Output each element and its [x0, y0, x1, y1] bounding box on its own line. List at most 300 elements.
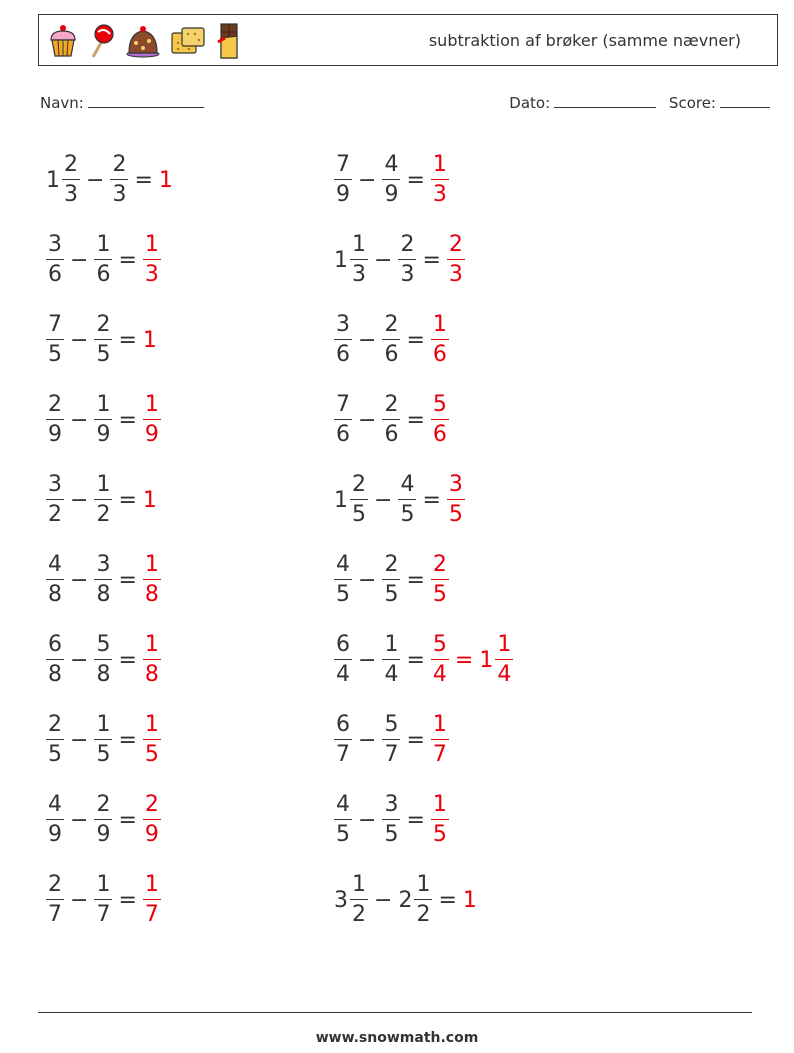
fraction: [46, 554, 64, 606]
fraction: [382, 314, 400, 366]
answer: [447, 234, 465, 286]
numerator: 1: [94, 874, 112, 900]
fraction: [62, 154, 80, 206]
numerator: 3: [46, 234, 64, 260]
numerator: 5: [431, 394, 449, 420]
mixed-number: [94, 634, 112, 686]
fraction: [143, 554, 161, 606]
mixed-number: [431, 154, 449, 206]
answer: [159, 168, 175, 193]
date-score-field: [509, 93, 770, 112]
numerator: 7: [334, 394, 352, 420]
equals-sign: =: [118, 887, 137, 913]
fraction: [431, 314, 449, 366]
whole-number: 1: [158, 167, 173, 193]
denominator: 2: [416, 902, 431, 927]
denominator: 5: [384, 582, 399, 607]
mixed-number: [398, 234, 416, 286]
answer: [431, 394, 449, 446]
problem-row: [334, 380, 513, 460]
denominator: 9: [96, 422, 111, 447]
denominator: 3: [352, 262, 366, 287]
mixed-number: [334, 234, 368, 286]
answer: [143, 394, 161, 446]
footer-url: www.snowmath.com: [315, 1030, 479, 1046]
answer: [431, 714, 449, 766]
denominator: 8: [96, 582, 111, 607]
answer: [143, 554, 161, 606]
numerator: 1: [143, 874, 161, 900]
fraction: [46, 474, 64, 526]
whole-number: 1: [462, 887, 477, 913]
minus-sign: −: [70, 247, 89, 273]
numerator: 7: [46, 314, 64, 340]
mixed-number: [94, 474, 112, 526]
fraction: [382, 554, 400, 606]
answer: [143, 234, 161, 286]
numerator: 1: [431, 154, 449, 180]
mixed-number: [94, 234, 112, 286]
denominator: 9: [48, 422, 62, 447]
problem-row: [334, 140, 513, 220]
equals-sign: =: [118, 807, 137, 833]
fraction: [350, 234, 368, 286]
minus-sign: −: [358, 327, 377, 353]
denominator: 3: [112, 182, 127, 207]
numerator: 2: [447, 234, 465, 260]
denominator: 7: [48, 902, 62, 927]
denominator: 8: [144, 662, 159, 687]
equals-sign: =: [118, 727, 137, 753]
answer: [143, 874, 161, 926]
mixed-number: [431, 554, 449, 606]
fraction: [350, 874, 368, 926]
numerator: 1: [143, 714, 161, 740]
fraction: [46, 394, 64, 446]
equals-sign: =: [406, 167, 425, 193]
minus-sign: −: [70, 407, 89, 433]
minus-sign: −: [70, 647, 89, 673]
numerator: 2: [62, 154, 80, 180]
mixed-number: [334, 554, 352, 606]
answer: [479, 634, 513, 686]
numerator: 2: [382, 314, 400, 340]
denominator: 5: [448, 502, 463, 527]
fraction: [94, 474, 112, 526]
numerator: 4: [398, 474, 416, 500]
fraction: [431, 554, 449, 606]
fraction: [94, 874, 112, 926]
mixed-number: [431, 714, 449, 766]
answer: [143, 488, 159, 513]
denominator: 9: [96, 822, 111, 847]
fraction: [334, 554, 352, 606]
problem-row: [46, 540, 175, 620]
whole-number: 1: [142, 327, 157, 353]
mixed-number: [110, 154, 128, 206]
whole-number: 1: [334, 487, 348, 513]
mixed-number: [398, 874, 432, 926]
mixed-number: [94, 714, 112, 766]
name-field: [40, 93, 204, 112]
mixed-number: [94, 794, 112, 846]
fraction: [334, 154, 352, 206]
numerator: 6: [46, 634, 64, 660]
mixed-number: [334, 634, 352, 686]
problem-row: [334, 620, 513, 700]
mixed-number: [382, 714, 400, 766]
mixed-number: [46, 394, 64, 446]
fraction: [46, 794, 64, 846]
fraction: [46, 234, 64, 286]
denominator: 3: [432, 182, 447, 207]
numerator: 2: [46, 394, 64, 420]
equals-sign: =: [118, 647, 137, 673]
answer: [447, 474, 465, 526]
numerator: 1: [143, 554, 161, 580]
denominator: 8: [48, 662, 62, 687]
fraction: [495, 634, 513, 686]
problem-row: [46, 140, 175, 220]
mixed-number: [143, 234, 161, 286]
date-blank[interactable]: [554, 93, 656, 108]
mixed-number: [382, 314, 400, 366]
answer: [431, 554, 449, 606]
equals-sign: =: [406, 407, 425, 433]
problem-row: [46, 380, 175, 460]
numerator: 4: [46, 554, 64, 580]
fraction: [382, 714, 400, 766]
mixed-number: [143, 874, 161, 926]
equals-sign: =: [454, 647, 474, 673]
denominator: 5: [384, 822, 399, 847]
mixed-number: [334, 794, 352, 846]
mixed-number: [94, 554, 112, 606]
mixed-number: [143, 554, 161, 606]
equals-sign: =: [118, 567, 137, 593]
numerator: 2: [382, 394, 400, 420]
denominator: 4: [497, 662, 512, 687]
problem-row: [46, 620, 175, 700]
fraction: [382, 154, 400, 206]
fraction: [334, 794, 352, 846]
fraction: [46, 314, 64, 366]
equals-sign: =: [406, 327, 425, 353]
numerator: 3: [447, 474, 465, 500]
fraction: [94, 714, 112, 766]
minus-sign: −: [70, 487, 89, 513]
numerator: 5: [94, 634, 112, 660]
chocolate-bar-icon: [215, 22, 243, 60]
denominator: 4: [336, 662, 350, 687]
biscuit-icon: [169, 23, 207, 59]
score-blank[interactable]: [720, 93, 770, 108]
cake-icon: [125, 23, 161, 59]
numerator: 4: [334, 554, 352, 580]
name-blank[interactable]: [88, 93, 204, 108]
minus-sign: −: [70, 887, 89, 913]
fraction: [431, 714, 449, 766]
problem-row: [334, 460, 513, 540]
fraction: [143, 874, 161, 926]
fraction: [334, 314, 352, 366]
denominator: 5: [352, 502, 366, 527]
fraction: [143, 234, 161, 286]
minus-sign: −: [70, 567, 89, 593]
equals-sign: =: [134, 167, 153, 193]
mixed-number: [334, 474, 368, 526]
whole-number: 2: [398, 887, 413, 913]
mixed-number: [463, 888, 479, 913]
equals-sign: =: [406, 807, 425, 833]
numerator: 1: [431, 314, 449, 340]
numerator: 4: [46, 794, 64, 820]
fraction: [398, 474, 416, 526]
problem-row: [46, 460, 175, 540]
denominator: 5: [336, 822, 350, 847]
mixed-number: [46, 554, 64, 606]
footer-divider: [38, 1012, 752, 1013]
mixed-number: [46, 234, 64, 286]
answer: [143, 794, 161, 846]
problem-row: [334, 700, 513, 780]
minus-sign: −: [374, 487, 393, 513]
numerator: 6: [334, 634, 352, 660]
denominator: 9: [384, 182, 399, 207]
fraction: [350, 474, 368, 526]
mixed-number: [447, 474, 465, 526]
minus-sign: −: [358, 727, 377, 753]
mixed-number: [382, 394, 400, 446]
fraction: [447, 234, 465, 286]
numerator: 2: [94, 314, 112, 340]
minus-sign: −: [70, 807, 89, 833]
whole-number: 3: [334, 887, 348, 913]
fraction: [94, 234, 112, 286]
numerator: 1: [382, 634, 400, 660]
whole-number: 1: [142, 487, 157, 513]
worksheet-title: subtraktion af brøker (samme nævner): [428, 31, 741, 50]
answer: [431, 314, 449, 366]
fraction: [334, 714, 352, 766]
answer: [431, 154, 449, 206]
denominator: 3: [448, 262, 463, 287]
mixed-number: [398, 474, 416, 526]
mixed-number: [382, 554, 400, 606]
numerator: 1: [143, 394, 161, 420]
numerator: 5: [431, 634, 449, 660]
fraction: [334, 634, 352, 686]
denominator: 6: [336, 342, 350, 367]
mixed-number: [431, 314, 449, 366]
numerator: 3: [94, 554, 112, 580]
denominator: 6: [384, 342, 399, 367]
denominator: 3: [144, 262, 159, 287]
fraction: [46, 874, 64, 926]
equals-sign: =: [118, 327, 137, 353]
minus-sign: −: [86, 167, 105, 193]
denominator: 3: [400, 262, 415, 287]
fraction: [94, 634, 112, 686]
numerator: 4: [382, 154, 400, 180]
numerator: 3: [46, 474, 64, 500]
header-box: [38, 14, 778, 66]
problem-row: [334, 540, 513, 620]
mixed-number: [382, 154, 400, 206]
denominator: 9: [48, 822, 62, 847]
score-label: Score:: [668, 94, 716, 112]
minus-sign: −: [358, 407, 377, 433]
whole-number: 1: [479, 647, 494, 673]
equals-sign: =: [422, 487, 441, 513]
mixed-number: [46, 314, 64, 366]
equals-sign: =: [118, 407, 137, 433]
denominator: 9: [144, 422, 159, 447]
numerator: 4: [334, 794, 352, 820]
problems-left-column: [46, 140, 175, 940]
problem-row: [334, 220, 513, 300]
denominator: 7: [96, 902, 111, 927]
numerator: 2: [94, 794, 112, 820]
name-label: Navn:: [40, 94, 84, 112]
denominator: 7: [384, 742, 399, 767]
mixed-number: [143, 634, 161, 686]
minus-sign: −: [374, 247, 393, 273]
mixed-number: [431, 394, 449, 446]
denominator: 2: [96, 502, 111, 527]
answer: [143, 714, 161, 766]
fraction: [431, 634, 449, 686]
denominator: 5: [144, 742, 159, 767]
fraction: [414, 874, 432, 926]
denominator: 2: [352, 902, 366, 927]
fraction: [94, 794, 112, 846]
whole-number: 1: [334, 247, 348, 273]
mixed-number: [143, 328, 159, 353]
mixed-number: [479, 634, 513, 686]
denominator: 4: [384, 662, 399, 687]
fraction: [382, 634, 400, 686]
problem-row: [46, 860, 175, 940]
numerator: 3: [382, 794, 400, 820]
denominator: 6: [336, 422, 350, 447]
numerator: 2: [143, 794, 161, 820]
numerator: 7: [334, 154, 352, 180]
problem-row: [46, 780, 175, 860]
header-icons: [47, 21, 243, 61]
mixed-number: [143, 794, 161, 846]
mixed-number: [46, 634, 64, 686]
fraction: [143, 794, 161, 846]
denominator: 9: [336, 182, 350, 207]
equals-sign: =: [118, 487, 137, 513]
numerator: 2: [382, 554, 400, 580]
denominator: 5: [96, 742, 111, 767]
minus-sign: −: [374, 887, 393, 913]
mixed-number: [334, 874, 368, 926]
numerator: 2: [431, 554, 449, 580]
numerator: 1: [414, 874, 432, 900]
numerator: 1: [143, 234, 161, 260]
problem-row: [334, 860, 513, 940]
denominator: 2: [48, 502, 62, 527]
problem-row: [46, 700, 175, 780]
mixed-number: [334, 154, 352, 206]
problem-row: [334, 300, 513, 380]
fraction: [110, 154, 128, 206]
denominator: 8: [144, 582, 159, 607]
answer: [431, 634, 449, 686]
mixed-number: [46, 474, 64, 526]
denominator: 5: [48, 342, 62, 367]
equals-sign: =: [406, 727, 425, 753]
fraction: [94, 394, 112, 446]
denominator: 7: [432, 742, 447, 767]
denominator: 6: [384, 422, 399, 447]
denominator: 7: [336, 742, 350, 767]
cupcake-icon: [47, 23, 79, 59]
denominator: 5: [400, 502, 415, 527]
numerator: 1: [431, 794, 449, 820]
numerator: 1: [431, 714, 449, 740]
denominator: 6: [48, 262, 62, 287]
denominator: 8: [48, 582, 62, 607]
fraction: [431, 794, 449, 846]
denominator: 5: [432, 582, 447, 607]
mixed-number: [94, 874, 112, 926]
denominator: 5: [48, 742, 62, 767]
numerator: 2: [398, 234, 416, 260]
minus-sign: −: [358, 567, 377, 593]
denominator: 3: [64, 182, 78, 207]
mixed-number: [143, 488, 159, 513]
numerator: 3: [334, 314, 352, 340]
denominator: 5: [96, 342, 111, 367]
problems-right-column: [334, 140, 513, 940]
equals-sign: =: [118, 247, 137, 273]
mixed-number: [46, 874, 64, 926]
numerator: 2: [110, 154, 128, 180]
mixed-number: [334, 714, 352, 766]
denominator: 6: [96, 262, 111, 287]
mixed-number: [159, 168, 175, 193]
fraction: [143, 714, 161, 766]
denominator: 4: [432, 662, 447, 687]
numerator: 1: [94, 394, 112, 420]
answer: [431, 794, 449, 846]
numerator: 1: [350, 874, 368, 900]
fraction: [398, 234, 416, 286]
mixed-number: [334, 314, 352, 366]
numerator: 5: [382, 714, 400, 740]
denominator: 7: [144, 902, 159, 927]
fraction: [46, 634, 64, 686]
mixed-number: [46, 714, 64, 766]
equals-sign: =: [406, 567, 425, 593]
denominator: 9: [144, 822, 159, 847]
numerator: 1: [94, 714, 112, 740]
denominator: 6: [432, 422, 447, 447]
numerator: 1: [143, 634, 161, 660]
mixed-number: [143, 714, 161, 766]
equals-sign: =: [438, 887, 457, 913]
numerator: 2: [46, 714, 64, 740]
fraction: [334, 394, 352, 446]
mixed-number: [334, 394, 352, 446]
numerator: 2: [350, 474, 368, 500]
minus-sign: −: [358, 807, 377, 833]
answer: [143, 328, 159, 353]
